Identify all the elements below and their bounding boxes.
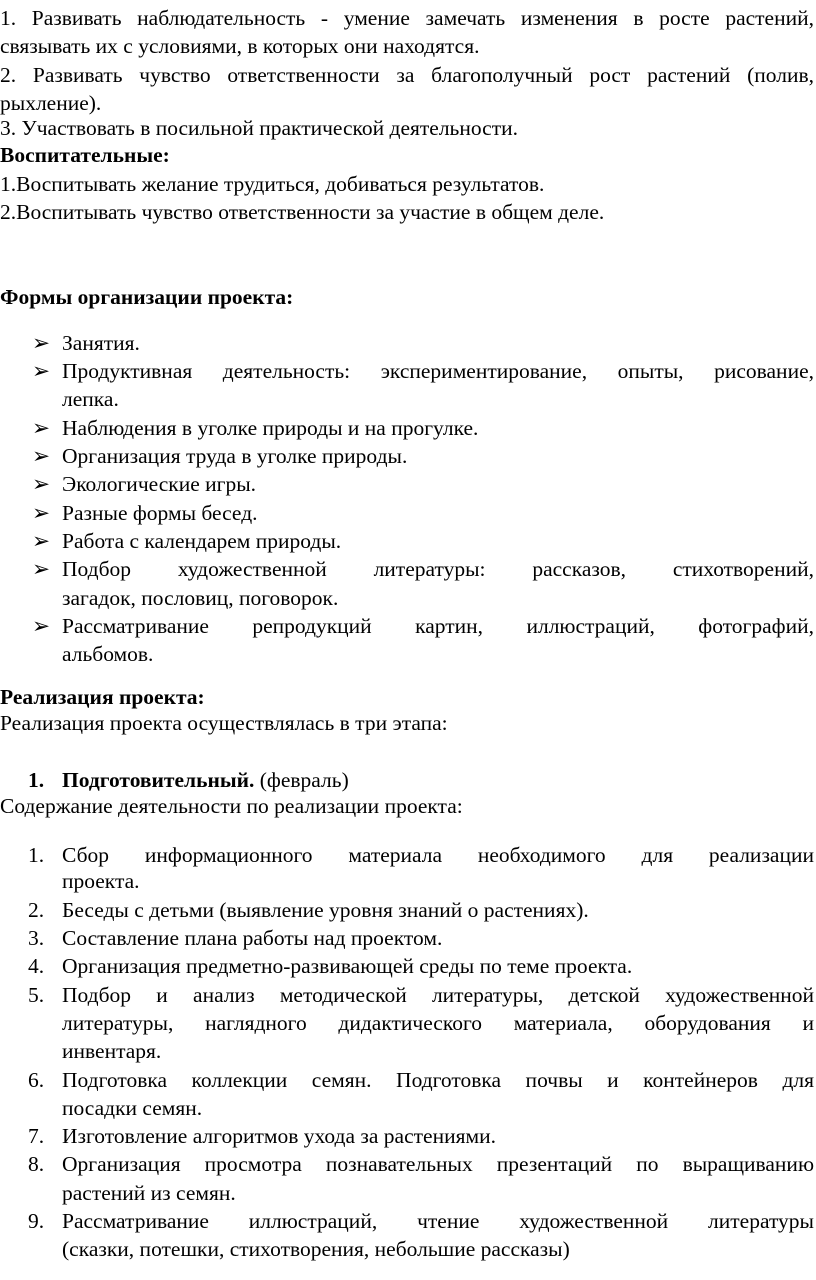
numbered-item [28,924,443,952]
numbered-item [28,841,814,869]
bullet-item [32,555,814,583]
line-text: Воспитательные: [0,143,170,167]
arrow-bullet-icon: ➢ [32,529,51,553]
line-text: Подготовка коллекции семян. Подготовка почвы и контейнеров для [62,1068,814,1092]
line-text: лепка. [62,387,119,411]
line-text: Беседы с детьми (выявление уровня знаний о растениях). [62,898,589,922]
list-number: 8. [28,1152,45,1176]
list-item-continuation [62,1009,814,1037]
line-text: (сказки, потешки, стихотворения, небольшие рассказы) [62,1237,570,1261]
list-number: 9. [28,1209,45,1233]
line-text: литературы, наглядного дидактического материала, оборудования и [62,1011,814,1035]
numbered-item [28,1207,814,1235]
line-text: Подготовительный. [62,768,255,792]
bullet-item [32,499,258,527]
line-text: Продуктивная деятельность: экспериментирование, опыты, рисование, [62,359,814,383]
line-text: Организация предметно-развивающей среды по теме проекта. [62,954,633,978]
arrow-bullet-icon: ➢ [32,444,51,468]
list-number: 4. [28,954,45,978]
stage-period: (февраль) [254,768,349,792]
numbered-item [28,1122,496,1150]
line-text: рыхление). [0,91,102,115]
paragraph-line [0,170,544,198]
line-text: инвентаря. [62,1039,162,1063]
paragraph-line [0,4,814,32]
paragraph-line [0,792,463,820]
list-item-continuation [62,1179,236,1207]
paragraph-line [0,709,448,737]
list-number: 1. [28,843,45,867]
section-heading [0,283,293,311]
line-text: Рассматривание иллюстраций, чтение художественной литературы [62,1209,814,1233]
line-text: растений из семян. [62,1181,236,1205]
line-text: Экологические игры. [62,472,257,496]
line-text: загадок, пословиц, поговорок. [62,586,339,610]
numbered-item [28,1150,814,1178]
stage-heading [28,766,349,794]
numbered-item [28,981,814,1009]
line-text: 2.Воспитывать чувство ответственности за участие в общем деле. [0,200,605,224]
section-heading [0,683,205,711]
list-item-continuation [62,1235,570,1263]
arrow-bullet-icon: ➢ [32,472,51,496]
list-number: 1. [28,768,45,792]
line-text: Подбор и анализ методической литературы, детской художественной [62,983,814,1007]
paragraph-line [0,198,604,226]
list-item-continuation [62,385,119,413]
line-text: 1.Воспитывать желание трудиться, добиваться результатов. [0,172,545,196]
list-item-continuation [62,1094,202,1122]
line-text: 3. Участвовать в посильной практической деятельности. [0,116,518,140]
arrow-bullet-icon: ➢ [32,557,51,581]
paragraph-line [0,61,814,89]
line-text: Наблюдения в уголке природы и на прогулке. [62,416,479,440]
list-item-continuation [62,1037,161,1065]
numbered-item [28,952,633,980]
list-item-continuation [62,640,153,668]
list-number: 2. [28,898,45,922]
line-text: Изготовление алгоритмов ухода за растениями. [62,1124,496,1148]
arrow-bullet-icon: ➢ [32,331,51,355]
bullet-item [32,527,342,555]
line-text: Содержание деятельности по реализации проекта: [0,794,463,818]
paragraph-line [0,89,101,117]
list-number: 7. [28,1124,45,1148]
bullet-item [32,470,257,498]
line-text: Формы организации проекта: [0,285,294,309]
numbered-item [28,1066,814,1094]
line-text: Подбор художественной литературы: рассказов, стихотворений, [62,557,814,581]
paragraph-line [0,32,479,60]
bullet-item [32,612,814,640]
line-text: альбомов. [62,642,154,666]
arrow-bullet-icon: ➢ [32,416,51,440]
line-text: связывать их с условиями, в которых они находятся. [0,34,480,58]
line-text: Реализация проекта: [0,685,205,709]
list-number: 5. [28,983,45,1007]
list-item-continuation [62,867,140,895]
line-text: Разные формы бесед. [62,501,258,525]
line-text: Рассматривание репродукций картин, иллюстраций, фотографий, [62,614,814,638]
arrow-bullet-icon: ➢ [32,614,51,638]
section-heading [0,141,170,169]
line-text: Организация просмотра познавательных презентаций по выращиванию [62,1152,814,1176]
bullet-item [32,357,814,385]
line-text: Сбор информационного материала необходимого для реализации [62,843,814,867]
line-text: Реализация проекта осуществлялась в три этапа: [0,711,448,735]
line-text: Занятия. [62,331,140,355]
line-text: Организация труда в уголке природы. [62,444,408,468]
numbered-item [28,896,589,924]
line-text: Работа с календарем природы. [62,529,342,553]
arrow-bullet-icon: ➢ [32,359,51,383]
list-item-continuation [62,584,338,612]
list-number: 3. [28,926,45,950]
line-text: посадки семян. [62,1096,203,1120]
line-text: 2. Развивать чувство ответственности за благополучный рост растений (полив, [0,63,814,87]
bullet-item [32,414,479,442]
line-text: Составление плана работы над проектом. [62,926,443,950]
bullet-item [32,329,140,357]
list-number: 6. [28,1068,45,1092]
paragraph-line [0,114,518,142]
bullet-item [32,442,408,470]
line-text: проекта. [62,869,140,893]
line-text: 1. Развивать наблюдательность - умение замечать изменения в росте растений, [0,6,814,30]
arrow-bullet-icon: ➢ [32,501,51,525]
